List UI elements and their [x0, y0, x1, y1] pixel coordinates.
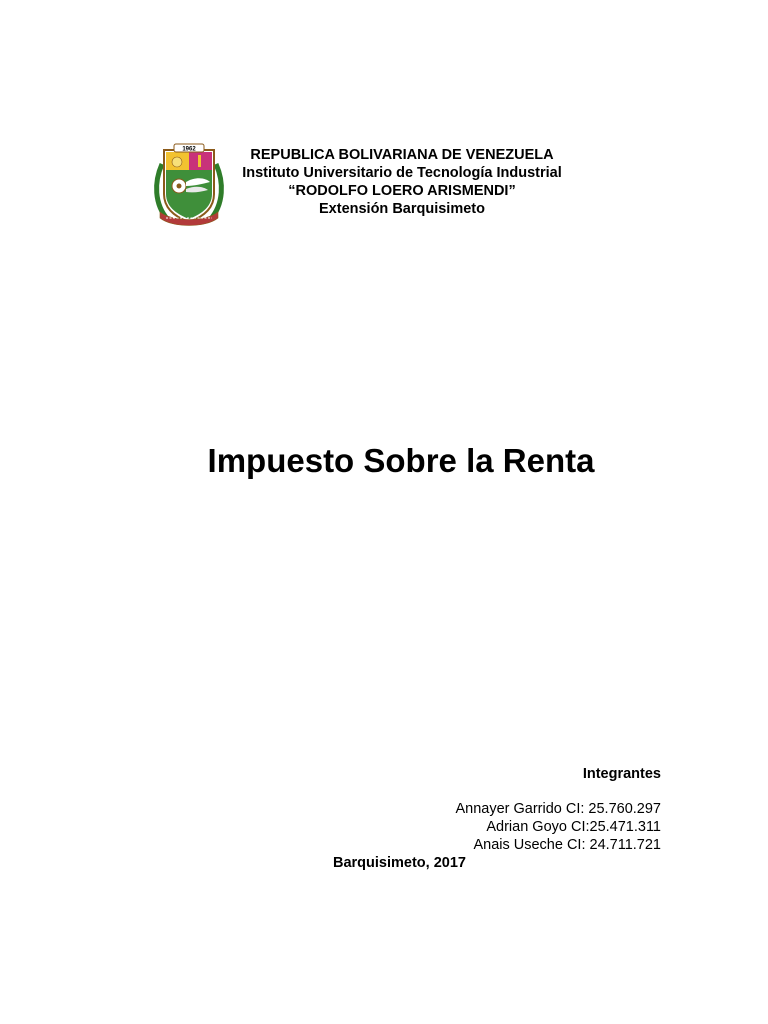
document-title: Impuesto Sobre la Renta [207, 442, 595, 479]
institution-header [200, 146, 604, 218]
header-country: REPUBLICA BOLIVARIANA DE VENEZUELA [250, 147, 554, 163]
member-item: Annayer Garrido CI: 25.760.297 [455, 801, 661, 817]
header-institute: Instituto Universitario de Tecnología Industrial [242, 165, 562, 181]
place-date: Barquisimeto, 2017 [333, 855, 466, 871]
member-item: Anais Useche CI: 24.711.721 [473, 837, 661, 853]
members-heading: Integrantes [582, 766, 661, 782]
members-list [455, 800, 661, 854]
header-institute-name: “RODOLFO LOERO ARISMENDI” [288, 183, 516, 199]
crest-year: 1962 [182, 146, 196, 153]
member-item: Adrian Goyo CI:25.471.311 [486, 819, 661, 835]
header-extension: Extensión Barquisimeto [319, 201, 485, 217]
